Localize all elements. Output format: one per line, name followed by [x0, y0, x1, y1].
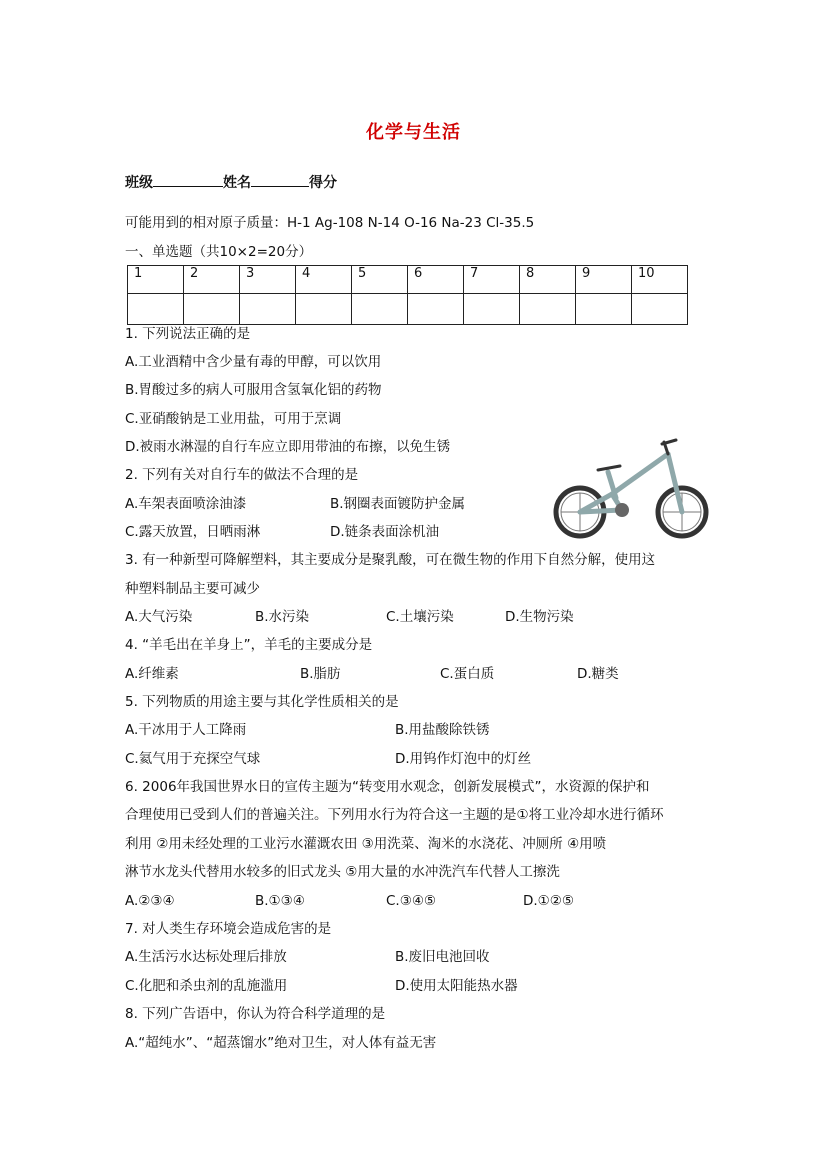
answer-input-row	[128, 294, 688, 325]
class-blank[interactable]	[153, 172, 223, 187]
question-1-stem: 1. 下列说法正确的是	[125, 326, 251, 342]
answer-cell[interactable]	[408, 294, 464, 325]
question-3-option-a[interactable]: A.大气污染	[125, 609, 193, 625]
answer-cell[interactable]	[576, 294, 632, 325]
question-6-stem-line-1: 6. 2006年我国世界水日的宣传主题为“转变用水观念，创新发展模式”，水资源的保护和	[125, 779, 650, 795]
question-6-stem-line-4: 淋节水龙头代替用水较多的旧式龙头 ⑤用大量的水冲洗汽车代替人工擦洗	[125, 864, 560, 880]
question-8-option-a[interactable]: A.“超纯水”、“超蒸馏水”绝对卫生，对人体有益无害	[125, 1035, 437, 1051]
answer-number-row	[128, 266, 688, 294]
question-7-option-b[interactable]: B.废旧电池回收	[395, 949, 490, 965]
question-6-stem-line-2: 合理使用已受到人们的普遍关注。下列用水行为符合这一主题的是①将工业冷却水进行循环	[125, 807, 664, 823]
name-label: 姓名	[223, 175, 251, 191]
answer-cell[interactable]	[352, 294, 408, 325]
answer-cell[interactable]	[240, 294, 296, 325]
question-2-stem: 2. 下列有关对自行车的做法不合理的是	[125, 467, 359, 483]
answer-number: 1	[128, 266, 184, 294]
answer-cell[interactable]	[184, 294, 240, 325]
score-label: 得分	[309, 175, 337, 191]
answer-number: 10	[632, 266, 688, 294]
question-1-option-a[interactable]: A.工业酒精中含少量有毒的甲醇，可以饮用	[125, 354, 382, 370]
question-4-option-d[interactable]: D.糖类	[577, 666, 619, 682]
answer-number: 3	[240, 266, 296, 294]
answer-number: 7	[464, 266, 520, 294]
question-2-option-d[interactable]: D.链条表面涂机油	[330, 524, 440, 540]
answer-cell[interactable]	[632, 294, 688, 325]
question-8-stem: 8. 下列广告语中，你认为符合科学道理的是	[125, 1006, 386, 1022]
question-4-option-b[interactable]: B.脂肪	[300, 666, 341, 682]
question-2-option-b[interactable]: B.钢圈表面镀防护金属	[330, 496, 466, 512]
question-4-option-c[interactable]: C.蛋白质	[440, 666, 495, 682]
question-6-option-d[interactable]: D.①②⑤	[523, 893, 574, 909]
class-label: 班级	[125, 175, 153, 191]
question-5-option-b[interactable]: B.用盐酸除铁锈	[395, 722, 490, 738]
question-2-option-c[interactable]: C.露天放置，日晒雨淋	[125, 524, 261, 540]
answer-number: 8	[520, 266, 576, 294]
answer-number: 9	[576, 266, 632, 294]
question-3-stem-line-2: 种塑料制品主要可减少	[125, 581, 260, 597]
answer-number: 6	[408, 266, 464, 294]
answer-table	[127, 265, 688, 325]
question-4-stem: 4. “羊毛出在羊身上”，羊毛的主要成分是	[125, 637, 373, 653]
name-blank[interactable]	[251, 172, 309, 187]
answer-cell[interactable]	[464, 294, 520, 325]
question-7-option-d[interactable]: D.使用太阳能热水器	[395, 978, 518, 994]
question-7-option-a[interactable]: A.生活污水达标处理后排放	[125, 949, 287, 965]
question-1-option-c[interactable]: C.亚硝酸钠是工业用盐，可用于烹调	[125, 411, 342, 427]
question-3-option-d[interactable]: D.生物污染	[505, 609, 574, 625]
question-5-option-d[interactable]: D.用钨作灯泡中的灯丝	[395, 751, 532, 767]
question-7-option-c[interactable]: C.化肥和杀虫剂的乱施滥用	[125, 978, 288, 994]
question-6-stem-line-3: 利用 ②用未经处理的工业污水灌溉农田 ③用洗菜、淘米的水浇花、冲厕所 ④用喷	[125, 836, 607, 852]
question-6-option-c[interactable]: C.③④⑤	[386, 893, 437, 909]
question-6-option-b[interactable]: B.①③④	[255, 893, 305, 909]
answer-cell[interactable]	[520, 294, 576, 325]
section-heading: 一、单选题（共10×2=20分）	[125, 244, 313, 260]
question-1-option-b[interactable]: B.胃酸过多的病人可服用含氢氧化铝的药物	[125, 382, 382, 398]
question-4-option-a[interactable]: A.纤维素	[125, 666, 179, 682]
question-3-stem-line-1: 3. 有一种新型可降解塑料，其主要成分是聚乳酸，可在微生物的作用下自然分解，使用这	[125, 552, 656, 568]
answer-number: 4	[296, 266, 352, 294]
answer-number: 5	[352, 266, 408, 294]
page-title: 化学与生活	[366, 122, 461, 143]
question-7-stem: 7. 对人类生存环境会造成危害的是	[125, 921, 332, 937]
question-6-option-a[interactable]: A.②③④	[125, 893, 175, 909]
question-5-stem: 5. 下列物质的用途主要与其化学性质相关的是	[125, 694, 399, 710]
question-5-option-c[interactable]: C.氦气用于充探空气球	[125, 751, 261, 767]
question-2-option-a[interactable]: A.车架表面喷涂油漆	[125, 496, 247, 512]
question-1-option-d[interactable]: D.被雨水淋湿的自行车应立即用带油的布擦，以免生锈	[125, 439, 451, 455]
atomic-mass-note: 可能用到的相对原子质量：H-1 Ag-108 N-14 O-16 Na-23 Cl-35.5	[125, 215, 535, 231]
question-3-option-b[interactable]: B.水污染	[255, 609, 310, 625]
question-5-option-a[interactable]: A.干冰用于人工降雨	[125, 722, 247, 738]
bicycle-illustration	[550, 432, 712, 540]
answer-cell[interactable]	[128, 294, 184, 325]
student-info-row	[125, 172, 337, 193]
answer-number: 2	[184, 266, 240, 294]
answer-cell[interactable]	[296, 294, 352, 325]
question-3-option-c[interactable]: C.土壤污染	[386, 609, 454, 625]
